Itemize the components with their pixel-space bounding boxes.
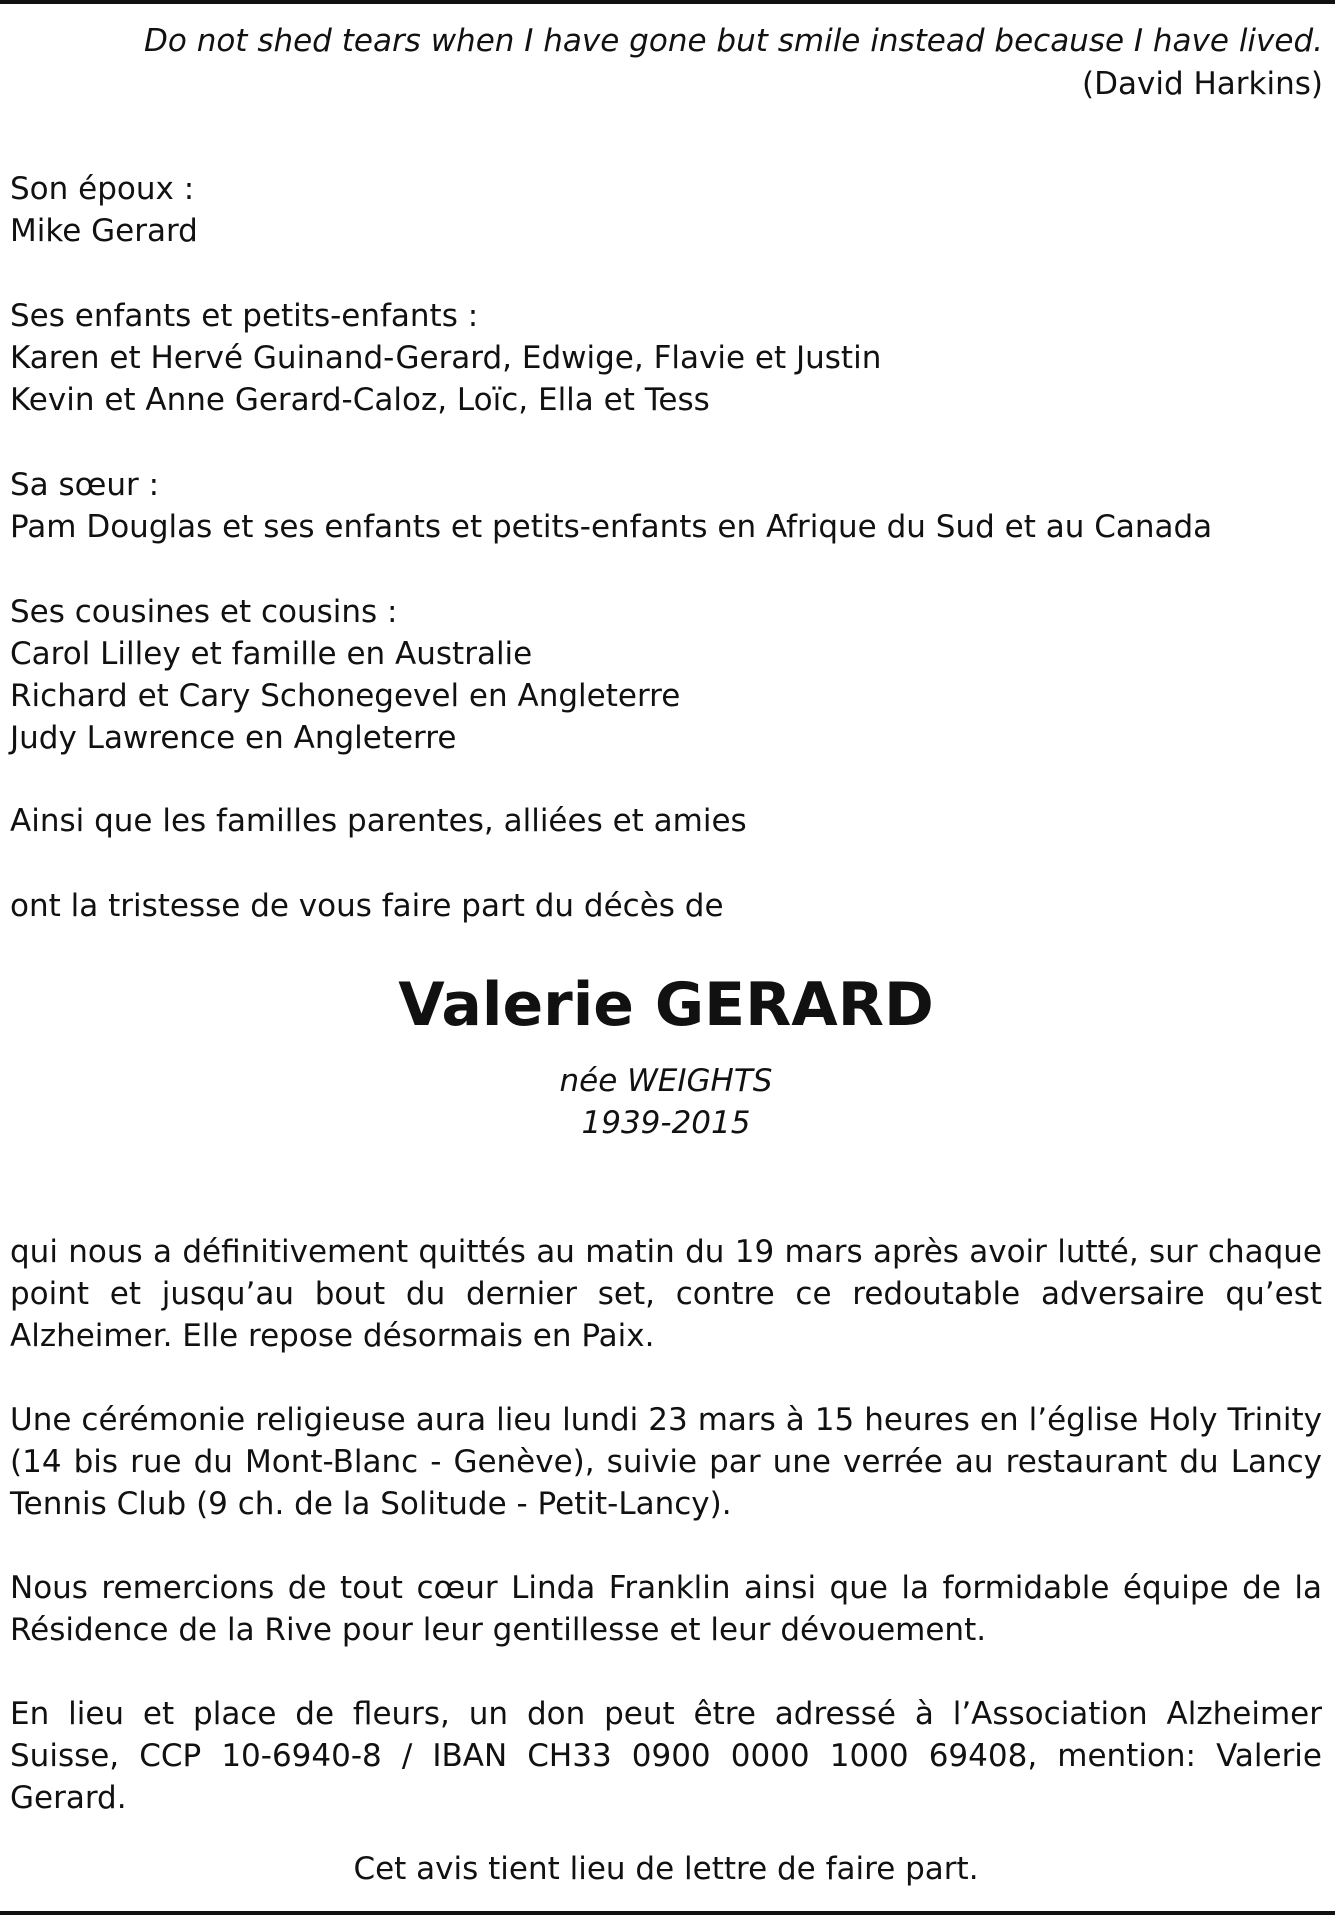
quote-text: Do not shed tears when I have gone but smile instead because I have lived. (144, 23, 1323, 59)
donation-text: En lieu et place de fleurs, un don peut être adressé à l’Association Alzheimer Suisse, CCP 10-6940-8 / IBAN CH33 0900 0000 1000 69408, mention: Valerie Gerard. (10, 1696, 1322, 1816)
bottom-rule (0, 1911, 1335, 1915)
thanks-paragraph (10, 1567, 1322, 1651)
announcement-line (10, 885, 1322, 927)
epigraph (144, 20, 1323, 106)
donation-paragraph (10, 1693, 1322, 1819)
thanks-text: Nous remercions de tout cœur Linda Franklin ainsi que la formidable équipe de la Résidence de la Rive pour leur gentillesse et leur dévouement. (10, 1570, 1322, 1648)
sister-name: Pam Douglas et ses enfants et petits-enfants en Afrique du Sud et au Canada (10, 509, 1213, 545)
cousins-heading: Ses cousines et cousins : (10, 594, 398, 630)
spouse-block (10, 168, 1322, 252)
cousins-section (10, 591, 1322, 759)
children-section (10, 295, 1322, 421)
footer-text: Cet avis tient lieu de lettre de faire part. (353, 1851, 979, 1887)
others-text: Ainsi que les familles parentes, alliées et amies (10, 803, 747, 839)
footer-line (10, 1848, 1322, 1890)
maiden-name: née WEIGHTS (559, 1063, 773, 1099)
passing-text: qui nous a définitivement quittés au matin du 19 mars après avoir lutté, sur chaque point et jusqu’au bout du dernier set, contre ce redoutable adversaire qu’est Alzheimer. Elle repose désormais en Paix. (10, 1234, 1322, 1354)
sister-section (10, 464, 1322, 548)
cousin-line-1: Carol Lilley et famille en Australie (10, 636, 533, 672)
children-heading: Ses enfants et petits-enfants : (10, 298, 479, 334)
cousin-line-3: Judy Lawrence en Angleterre (10, 720, 457, 756)
deceased-block (10, 970, 1322, 1144)
ceremony-paragraph (10, 1399, 1322, 1525)
top-rule (0, 0, 1335, 4)
passing-paragraph (10, 1231, 1322, 1357)
life-years: 1939-2015 (581, 1105, 751, 1141)
deceased-name: Valerie GERARD (398, 970, 934, 1040)
children-line-2: Kevin et Anne Gerard-Caloz, Loïc, Ella et Tess (10, 382, 710, 418)
children-line-1: Karen et Hervé Guinand-Gerard, Edwige, Flavie et Justin (10, 340, 882, 376)
quote-author: (David Harkins) (1082, 66, 1323, 102)
spouse-name: Mike Gerard (10, 213, 198, 249)
announcement-text: ont la tristesse de vous faire part du décès de (10, 888, 724, 924)
spouse-heading: Son époux : (10, 171, 195, 207)
family-list (10, 168, 1322, 252)
cousin-line-2: Richard et Cary Schonegevel en Angleterre (10, 678, 681, 714)
others-line (10, 800, 1322, 842)
sister-heading: Sa sœur : (10, 467, 160, 503)
ceremony-text: Une cérémonie religieuse aura lieu lundi 23 mars à 15 heures en l’église Holy Trinity (14 bis rue du Mont-Blanc - Genève), suivie par une verrée au restaurant du Lancy Tennis Club (9 ch. de la Solitude - Petit-Lancy). (10, 1402, 1322, 1522)
